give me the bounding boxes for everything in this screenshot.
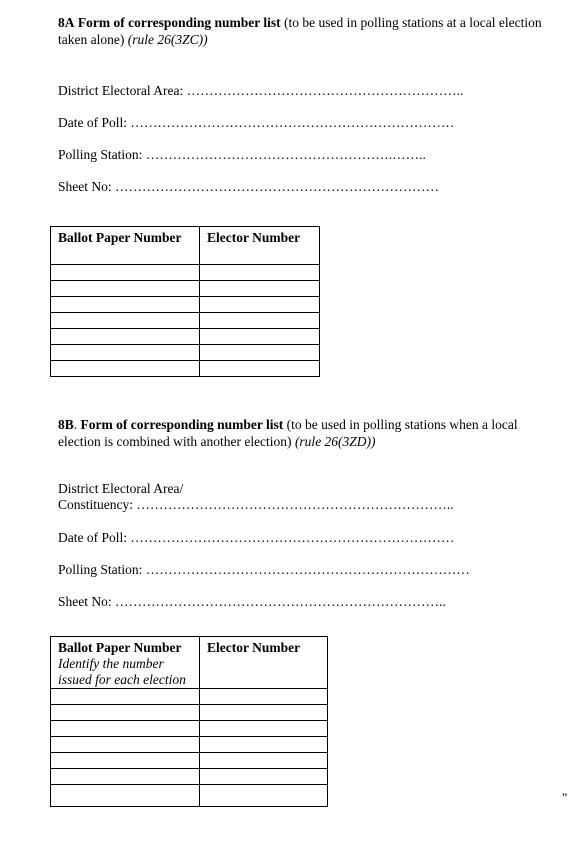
table-row (51, 297, 320, 313)
section-8b-rule: (rule 26(3ZD)) (294, 434, 376, 449)
ballot-paper-cell[interactable] (51, 265, 200, 281)
section-8b-district-label: District Electoral Area/ (58, 481, 184, 496)
closing-quote-mark: ” (562, 790, 568, 804)
section-8b-prefix-punct: . (73, 417, 81, 432)
table-row (51, 265, 320, 281)
elector-number-cell[interactable] (200, 721, 328, 737)
section-8b-constituency-field: Constituency: …………………………………………………………….. (58, 497, 454, 512)
table-row (51, 705, 328, 721)
ballot-paper-cell[interactable] (51, 705, 200, 721)
elector-number-header: Elector Number (200, 227, 320, 265)
elector-number-header: Elector Number (200, 637, 328, 689)
section-8b-sheet-field: Sheet No: ……………………………………………………………….. (58, 594, 446, 609)
section-8a-date-field: Date of Poll: ……………………………………………………………… (58, 115, 455, 130)
section-8a-title-rest: (to be used in polling stations at a local election taken alone) (58, 15, 542, 47)
elector-number-cell[interactable] (200, 345, 320, 361)
ballot-paper-cell[interactable] (51, 753, 200, 769)
section-8a-heading (58, 14, 558, 48)
ballot-paper-cell[interactable] (51, 361, 200, 377)
section-8a-station-field: Polling Station: ……………………………………………….…….. (58, 147, 426, 162)
section-8a-sheet-field: Sheet No: ……………………………………………………………… (58, 179, 439, 194)
ballot-paper-cell[interactable] (51, 297, 200, 313)
section-8a-rule: (rule 26(3ZC)) (127, 32, 208, 47)
elector-number-cell[interactable] (200, 281, 320, 297)
table-row (51, 313, 320, 329)
section-8a-district-field: District Electoral Area: …………………………………………………….. (58, 83, 464, 98)
elector-number-cell[interactable] (200, 361, 320, 377)
table-row (51, 753, 328, 769)
ballot-paper-cell[interactable] (51, 769, 200, 785)
table-row (51, 769, 328, 785)
section-8a-title: Form of corresponding number list (77, 15, 281, 30)
elector-number-cell[interactable] (200, 265, 320, 281)
table-row (51, 785, 328, 807)
section-8b-prefix: 8B (58, 417, 74, 432)
table-row (51, 281, 320, 297)
section-8b-heading (58, 416, 558, 450)
table-header-row (51, 227, 320, 265)
elector-number-cell[interactable] (200, 737, 328, 753)
table-row (51, 361, 320, 377)
section-8a-table (50, 226, 320, 377)
elector-number-cell[interactable] (200, 705, 328, 721)
section-8b-title: Form of corresponding number list (80, 417, 284, 432)
section-8b-date-field: Date of Poll: ……………………………………………………………… (58, 530, 455, 545)
ballot-paper-number-note: Identify the number issued for each election (58, 656, 186, 687)
ballot-paper-cell[interactable] (51, 345, 200, 361)
ballot-paper-cell[interactable] (51, 721, 200, 737)
section-8a-prefix: 8A (58, 15, 75, 30)
elector-number-cell[interactable] (200, 297, 320, 313)
section-8b-table (50, 636, 328, 807)
elector-number-cell[interactable] (200, 329, 320, 345)
ballot-paper-cell[interactable] (51, 281, 200, 297)
table-row (51, 689, 328, 705)
ballot-paper-number-header: Ballot Paper Number (51, 227, 200, 265)
ballot-paper-cell[interactable] (51, 329, 200, 345)
table-row (51, 345, 320, 361)
table-row (51, 737, 328, 753)
elector-number-cell[interactable] (200, 769, 328, 785)
elector-number-cell[interactable] (200, 753, 328, 769)
ballot-paper-cell[interactable] (51, 313, 200, 329)
ballot-paper-cell[interactable] (51, 785, 200, 807)
table-row (51, 329, 320, 345)
section-8b-station-field: Polling Station: ……………………………………………………………… (58, 562, 470, 577)
elector-number-cell[interactable] (200, 689, 328, 705)
table-row (51, 721, 328, 737)
section-8b-title-rest: (to be used in polling stations when a local election is combined with another election) (58, 417, 518, 449)
table-header-row (51, 637, 328, 689)
elector-number-cell[interactable] (200, 313, 320, 329)
ballot-paper-number-header: Ballot Paper Number Identify the number issued for each election (51, 637, 200, 689)
ballot-paper-cell[interactable] (51, 737, 200, 753)
ballot-paper-cell[interactable] (51, 689, 200, 705)
elector-number-cell[interactable] (200, 785, 328, 807)
